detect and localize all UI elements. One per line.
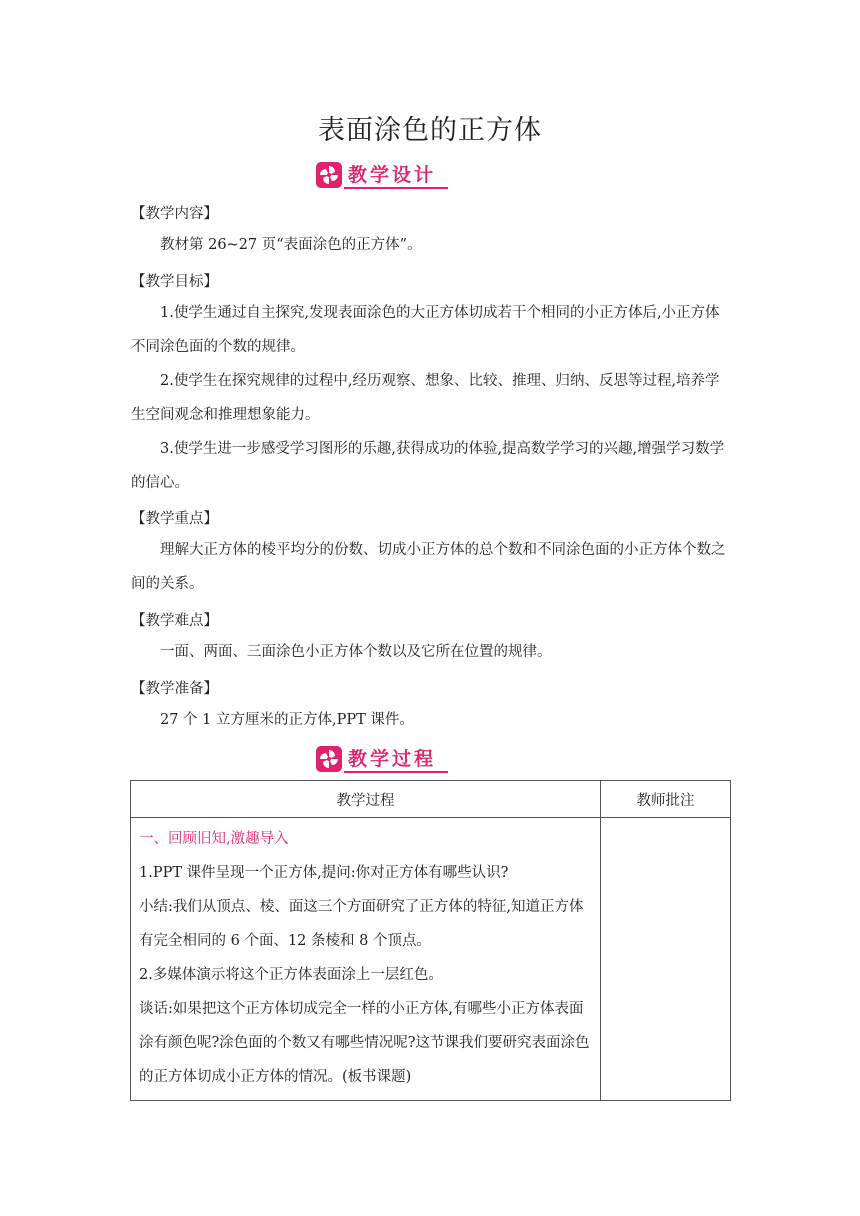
pinwheel-logo-icon xyxy=(316,746,342,772)
banner-underline xyxy=(344,771,448,773)
document-title: 表面涂色的正方体 xyxy=(318,115,542,146)
difficult-text: 一面、两面、三面涂色小正方体个数以及它所在位置的规律。 xyxy=(160,644,552,660)
goal-item: 1.使学生通过自主探究,发现表面涂色的大正方体切成若干个相同的小正方体后,小正方体不同涂色面的个数的规律。 xyxy=(131,305,720,355)
heading-preparation: 【教学准备】 xyxy=(131,681,218,697)
goals-list xyxy=(131,296,731,500)
process-line: 小结:我们从顶点、棱、面这三个方面研究了正方体的特征,知道正方体有完全相同的 6 个面、12 条棱和 8 个顶点。 xyxy=(139,899,584,949)
text-difficult-points xyxy=(131,635,731,669)
process-line: 2.多媒体演示将这个正方体表面涂上一层红色。 xyxy=(139,967,443,983)
section-title: 一、回顾旧知,激趣导入 xyxy=(139,831,289,847)
key-text: 理解大正方体的棱平均分的份数、切成小正方体的总个数和不同涂色面的小正方体个数之间的关系。 xyxy=(131,542,726,592)
goal-item: 2.使学生在探究规律的过程中,经历观察、想象、比较、推理、归纳、反思等过程,培养学生空间观念和推理想象能力。 xyxy=(131,373,720,423)
process-line: 1.PPT 课件呈现一个正方体,提问:你对正方体有哪些认识? xyxy=(139,865,509,881)
table-row xyxy=(131,818,731,1101)
heading-key-points: 【教学重点】 xyxy=(131,511,218,527)
header-process: 教学过程 xyxy=(131,781,601,818)
heading-difficult-points: 【教学难点】 xyxy=(131,613,218,629)
prep-text: 27 个 1 立方厘米的正方体,PPT 课件。 xyxy=(160,712,414,728)
goal-item: 3.使学生进一步感受学习图形的乐趣,获得成功的体验,提高数学学习的兴趣,增强学习数学的信心。 xyxy=(131,441,725,491)
process-line: 谈话:如果把这个正方体切成完全一样的小正方体,有哪些小正方体表面涂有颜色呢?涂色面的个数又有哪些情况呢?这节课我们要研究表面涂色的正方体切成小正方体的情况。(板书课题) xyxy=(139,1001,590,1085)
text-preparation xyxy=(131,703,731,737)
pinwheel-logo-icon xyxy=(316,162,342,188)
process-table xyxy=(130,780,731,1101)
table-header-row xyxy=(131,781,731,818)
banner-teaching-process xyxy=(316,744,448,774)
banner-design-label: 教学设计 xyxy=(348,164,437,186)
teacher-notes-cell xyxy=(601,818,731,1101)
process-content-cell xyxy=(131,818,601,1101)
text-content xyxy=(131,228,731,262)
banner-process-label: 教学过程 xyxy=(348,748,437,770)
heading-content: 【教学内容】 xyxy=(131,206,218,222)
text-key-points xyxy=(131,533,731,601)
header-teacher-notes: 教师批注 xyxy=(601,781,731,818)
banner-teaching-design xyxy=(316,160,448,190)
heading-goals: 【教学目标】 xyxy=(131,274,218,290)
banner-underline xyxy=(344,187,448,189)
content-text: 教材第 26~27 页“表面涂色的正方体”。 xyxy=(160,237,422,253)
